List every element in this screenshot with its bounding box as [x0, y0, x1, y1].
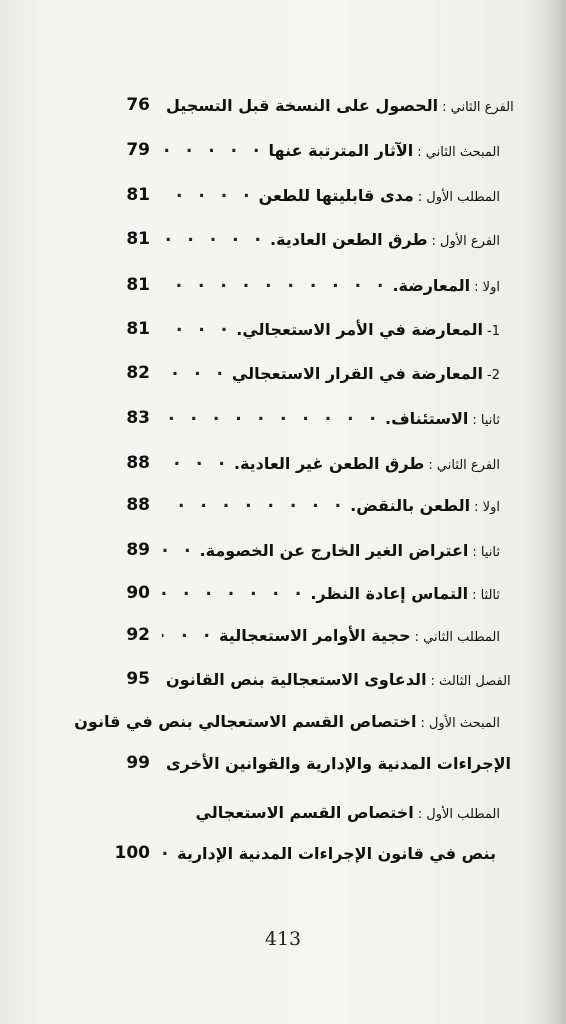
toc-page-number: 83 — [126, 408, 150, 428]
toc-entry — [80, 620, 500, 650]
toc-label: الفرع الأول : — [431, 233, 500, 249]
toc-page-number: 81 — [126, 185, 150, 205]
toc-label: 1- — [487, 323, 500, 339]
toc-label: المبحث الثاني : — [417, 144, 500, 160]
toc-entry — [80, 314, 500, 344]
toc-title: طرق الطعن غير العادية. — [233, 453, 425, 473]
toc-entry — [80, 224, 500, 254]
toc-page-number: 81 — [126, 229, 150, 249]
toc-title: اختصاص القسم الاستعجالي — [195, 802, 414, 822]
toc-title: الحصول على النسخة قبل التسجيل — [166, 95, 439, 115]
dot-leader — [162, 314, 232, 344]
toc-entry — [80, 135, 500, 165]
toc-label: المبحث الأول : — [420, 715, 500, 731]
toc-entry — [80, 748, 512, 778]
toc-page-number: 81 — [126, 275, 150, 295]
toc-entry — [80, 448, 500, 478]
toc-entry — [80, 403, 500, 433]
toc-title: الدعاوى الاستعجالية بنص القانون — [166, 669, 427, 689]
toc-page-number: 100 — [114, 843, 150, 863]
toc-label: اولا : — [474, 499, 500, 515]
toc-title: مدى قابليتها للطعن — [258, 185, 414, 205]
toc-entry — [80, 358, 500, 388]
toc-title: المعارضة في القرار الاستعجالي — [231, 363, 484, 383]
toc-label: 2- — [487, 367, 500, 383]
dot-leader — [162, 620, 215, 650]
toc-title: التماس إعادة النظر. — [310, 583, 469, 603]
toc-page-number: 90 — [126, 583, 150, 603]
toc-entry — [80, 797, 500, 827]
dot-leader — [162, 448, 230, 478]
toc-label: الفرع الثاني : — [442, 99, 514, 115]
toc-label: ثانيا : — [472, 412, 500, 428]
toc-page-number: 92 — [126, 625, 150, 645]
toc-title: الآثار المترتبة عنها — [268, 140, 414, 160]
toc-title: بنص في قانون الإجراءات المدنية الإدارية — [177, 843, 496, 863]
dot-leader — [162, 490, 346, 520]
toc-page-number: 88 — [126, 495, 150, 515]
toc-page-number: 81 — [126, 319, 150, 339]
toc-page-number: 99 — [126, 753, 150, 773]
dot-leader — [162, 224, 266, 254]
dot-leader — [162, 270, 388, 300]
toc-page-number: 88 — [126, 453, 150, 473]
toc-page-number: 79 — [126, 140, 150, 160]
dot-leader — [162, 578, 306, 608]
toc-label: ثانيا : — [472, 544, 500, 560]
toc-label: ثالثا : — [472, 587, 500, 603]
toc-title: الطعن بالنقض. — [350, 495, 471, 515]
toc-title: الإجراءات المدنية والإدارية والقوانين الأخرى — [166, 753, 512, 773]
toc-page-number: 89 — [126, 540, 150, 560]
toc-entry — [80, 270, 500, 300]
toc-label: الفصل الثالث : — [430, 673, 511, 689]
dot-leader — [162, 838, 173, 868]
toc-entry — [80, 490, 500, 520]
dot-leader — [162, 403, 381, 433]
toc-title: الاستئناف. — [385, 408, 469, 428]
toc-page-number: 76 — [126, 95, 150, 115]
toc-page-number: 82 — [126, 363, 150, 383]
page-spine-shadow — [544, 0, 566, 1024]
toc-page-number: 95 — [126, 669, 150, 689]
toc-label: اولا : — [474, 279, 500, 295]
toc-title: اختصاص القسم الاستعجالي بنص في قانون — [74, 711, 417, 731]
dot-leader — [162, 535, 196, 565]
toc-title: المعارضة. — [392, 275, 471, 295]
toc-title: اعتراض الغير الخارج عن الخصومة. — [199, 540, 469, 560]
toc-label: المطلب الأول : — [417, 189, 500, 205]
toc-entry — [80, 535, 500, 565]
dot-leader — [162, 135, 265, 165]
toc-entry — [80, 90, 514, 120]
page-number: 413 — [264, 928, 302, 950]
toc-label: المطلب الثاني : — [414, 629, 500, 645]
toc-title: المعارضة في الأمر الاستعجالي. — [236, 319, 484, 339]
dot-leader — [162, 358, 228, 388]
toc-entry — [80, 578, 500, 608]
toc-entry — [74, 706, 500, 736]
toc-entry — [80, 664, 511, 694]
toc-title: طرق الطعن العادية. — [270, 229, 428, 249]
toc-label: المطلب الأول : — [417, 806, 500, 822]
toc-title: حجية الأوامر الاستعجالية — [219, 625, 411, 645]
toc-entry — [80, 838, 500, 868]
toc-entry — [80, 180, 500, 210]
toc-label: الفرع الثاني : — [428, 457, 500, 473]
dot-leader — [162, 180, 255, 210]
